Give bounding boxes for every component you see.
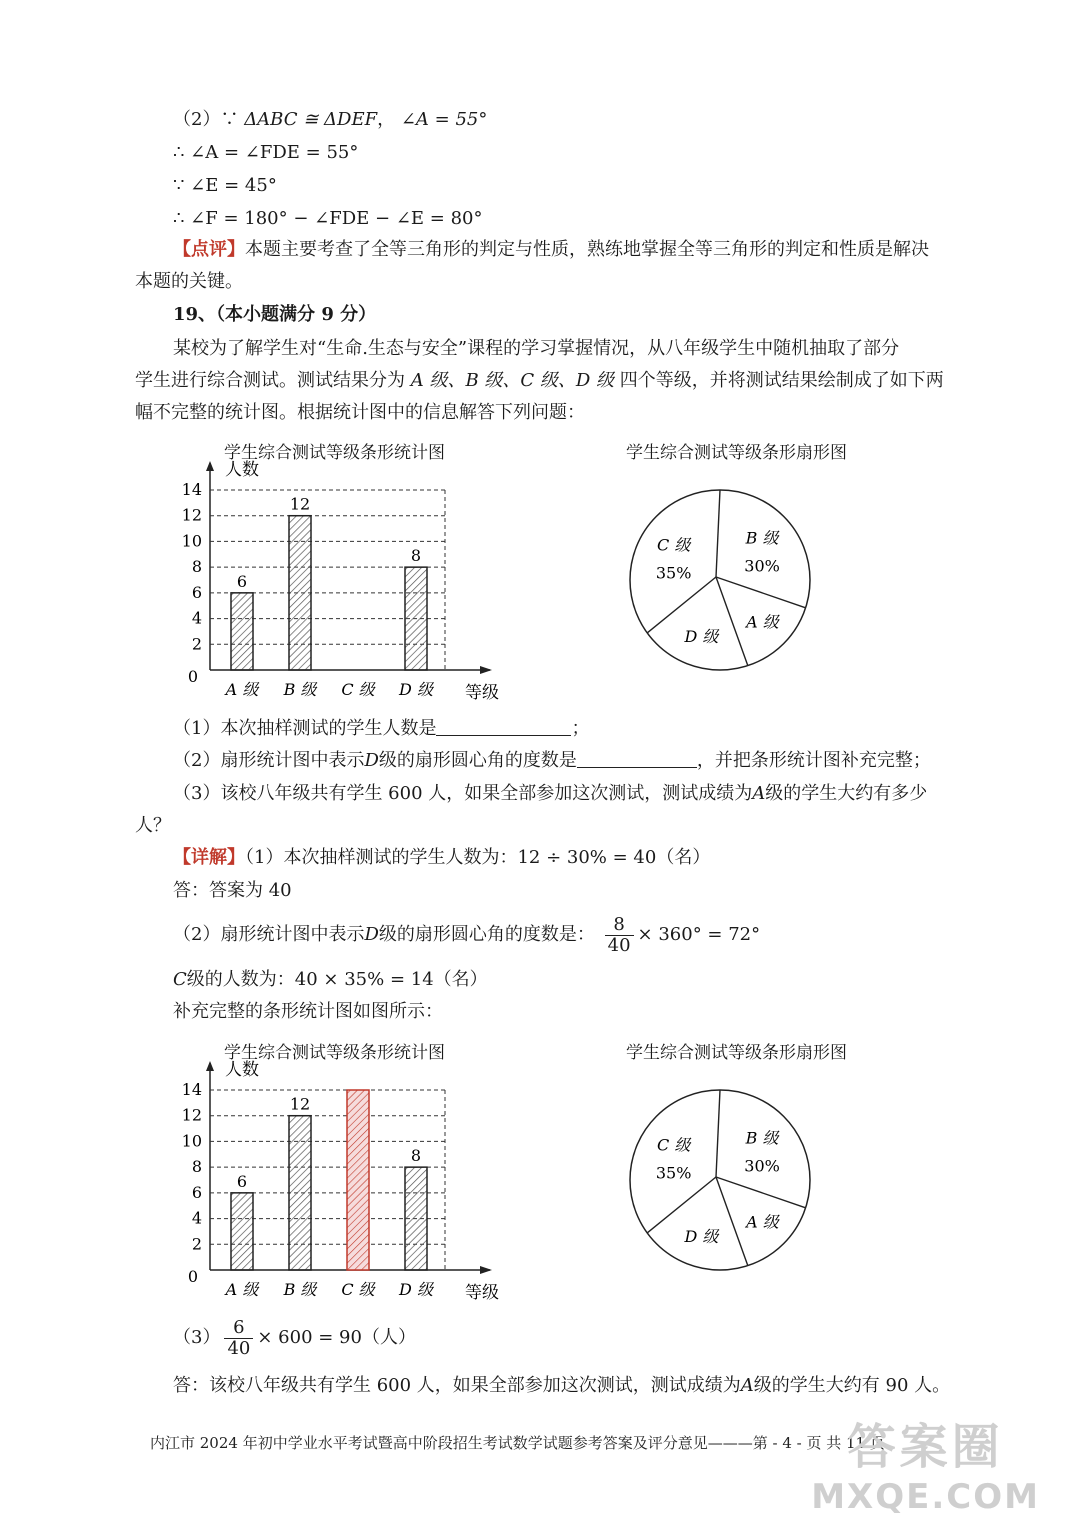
bar-4 — [405, 1167, 427, 1270]
pie-slice-label: C 级 — [656, 535, 691, 555]
solution-2-text-b: 级的扇形圆心角的度数是： — [378, 924, 595, 945]
solution-line-1 — [173, 846, 710, 870]
solution-1-expr: 12 ÷ 30% = 40 — [517, 847, 657, 868]
grade-d: D — [364, 924, 379, 945]
pie-slice-label: A 级 — [746, 612, 779, 632]
y-tick-label: 14 — [181, 480, 202, 499]
origin-label: 0 — [187, 667, 198, 686]
pie-slice-label: B 级 — [745, 1128, 779, 1148]
bar-chart-title-2: 学生综合测试等级条形统计图 — [224, 1043, 445, 1063]
bar-value-label: 8 — [410, 546, 422, 566]
sub-question-3 — [173, 782, 927, 806]
answer-3 — [173, 1374, 950, 1398]
grade-list: A 级、B 级、C 级、D 级 — [410, 370, 615, 391]
y-tick-label: 8 — [191, 1157, 202, 1177]
denominator: 40 — [607, 934, 631, 956]
comment-line-1 — [173, 238, 929, 262]
intro-text-end: 四个等级，并将测试结果绘制成了如下两 — [619, 370, 944, 391]
pie-slice-label: A 级 — [746, 1212, 779, 1232]
sub-question-1-end: ； — [571, 718, 590, 739]
sub-question-3-cont: 人？ — [135, 815, 171, 836]
grade-d: D — [364, 750, 379, 771]
pie-chart-title-1: 学生综合测试等级条形扇形图 — [626, 443, 847, 463]
x-axis-label: 等级 — [465, 1283, 499, 1303]
proof-line-1 — [173, 108, 487, 132]
c-count-expr: 40 × 35% = 14 — [294, 969, 434, 990]
y-tick-label: 14 — [181, 1080, 202, 1099]
bar-chart-1 — [180, 455, 510, 705]
solution-line-2 — [173, 913, 760, 957]
answer-blank-1 — [436, 717, 571, 736]
y-axis-label: 人数 — [225, 1060, 259, 1080]
numerator: 8 — [605, 915, 634, 936]
watermark-line-1: 答案圈 — [847, 1419, 1004, 1475]
grade-c: C — [173, 969, 187, 990]
intro-text: 学生进行综合测试。测试结果分为 — [135, 370, 405, 391]
answer-blank-2 — [577, 749, 697, 768]
x-category-label: B 级 — [283, 1280, 317, 1299]
sub-question-1-text: （1）本次抽样测试的学生人数是 — [173, 718, 437, 739]
pie-slice-percent: 35% — [655, 1163, 692, 1183]
pie-slice-label: B 级 — [745, 528, 779, 548]
question-intro-1: 某校为了解学生对“生命.生态与安全”课程的学习掌握情况，从八年级学生中随机抽取了部分 — [173, 338, 900, 359]
proof-line-4: ∴ ∠F = 180° − ∠FDE − ∠E = 80° — [173, 208, 483, 229]
x-axis-arrow — [480, 1266, 492, 1274]
solution-2-text: （2）扇形统计图中表示 — [173, 924, 365, 945]
comment-text: 本题主要考查了全等三角形的判定与性质，熟练地掌握全等三角形的判定和性质是解决 — [245, 239, 929, 260]
pie-slice-percent: 30% — [744, 1156, 780, 1176]
pie-chart-1 — [620, 485, 820, 675]
bar-hatch-overlay — [347, 1090, 369, 1270]
question-heading: 19、（本小题满分 9 分） — [173, 304, 377, 325]
pie-slice-label: C 级 — [656, 1135, 691, 1155]
pie-slice-percent: 30% — [744, 556, 780, 576]
x-category-label: D 级 — [399, 680, 433, 699]
x-category-label: A 级 — [225, 680, 259, 699]
y-axis-arrow — [206, 461, 214, 471]
page-footer: 内江市 2024 年初中学业水平考试暨高中阶段招生考试数学试题参考答案及评分意见———第 - 4 - 页 共 11 页 — [150, 1434, 885, 1452]
sub-question-3-text: （3）该校八年级共有学生 600 人，如果全部参加这次测试，测试成绩为 — [173, 783, 753, 804]
y-tick-label: 12 — [181, 1105, 202, 1125]
x-axis-label: 等级 — [465, 683, 499, 703]
y-tick-label: 10 — [181, 531, 202, 551]
solution-1-text: （1）本次抽样测试的学生人数为： — [245, 847, 518, 868]
origin-label: 0 — [187, 1267, 198, 1286]
bar-value-label: 8 — [410, 1146, 422, 1166]
proof-prefix: （2）∵ — [173, 109, 239, 130]
y-tick-label: 8 — [191, 557, 202, 577]
solution-tag: 【详解】 — [173, 847, 245, 868]
y-tick-label: 2 — [191, 1234, 202, 1254]
pie-chart-title-2: 学生综合测试等级条形扇形图 — [626, 1043, 847, 1063]
comment-tag: 【点评】 — [173, 239, 245, 260]
numerator: 6 — [224, 1318, 253, 1339]
c-count-unit: （名） — [433, 969, 488, 990]
answer-3-text-b: 级的学生大约有 90 人。 — [753, 1375, 951, 1396]
bar-4 — [405, 567, 427, 670]
answer-1: 答：答案为 40 — [173, 880, 292, 901]
comment-line-2: 本题的关键。 — [135, 271, 243, 292]
fraction-6-40 — [224, 1318, 253, 1359]
y-axis-label: 人数 — [225, 460, 259, 480]
solution-1-unit: （名） — [656, 847, 711, 868]
sub-question-2 — [173, 749, 931, 773]
bar-2 — [289, 1116, 311, 1270]
sub-question-2-text-c: ，并把条形统计图补充完整； — [696, 750, 931, 771]
y-tick-label: 4 — [191, 1208, 202, 1228]
pie-slice-label: D 级 — [684, 1227, 719, 1247]
y-axis-arrow — [206, 1061, 214, 1071]
y-tick-label: 12 — [181, 505, 202, 525]
grade-a: A — [740, 1375, 754, 1396]
denominator: 40 — [227, 1337, 251, 1359]
watermark-line-2: MXQE.COM — [811, 1477, 1040, 1517]
congruence-statement: ΔABC ≅ ΔDEF — [244, 109, 378, 130]
y-tick-label: 6 — [191, 582, 202, 602]
c-count-text: 级的人数为： — [186, 969, 295, 990]
sub-question-2-text-b: 级的扇形圆心角的度数是 — [378, 750, 577, 771]
solution-3-expr: × 600 = 90 — [257, 1327, 362, 1348]
question-intro-3: 幅不完整的统计图。根据统计图中的信息解答下列问题： — [135, 402, 585, 423]
solution-3-unit: （人） — [361, 1327, 416, 1348]
fraction-8-40 — [605, 915, 634, 956]
sub-question-3-text-b: 级的学生大约有多少 — [765, 783, 928, 804]
bar-chart-2 — [180, 1055, 510, 1305]
pie-slice-label: D 级 — [684, 627, 719, 647]
x-axis-arrow — [480, 666, 492, 674]
question-intro-2 — [135, 369, 944, 393]
x-category-label: C 级 — [341, 1280, 375, 1299]
x-category-label: B 级 — [283, 680, 317, 699]
bar-2 — [289, 516, 311, 670]
bar-value-label: 6 — [236, 571, 248, 591]
proof-line-3: ∵ ∠E = 45° — [173, 175, 277, 196]
sub-question-2-text: （2）扇形统计图中表示 — [173, 750, 365, 771]
bar-value-label: 6 — [236, 1171, 248, 1191]
bar-1 — [231, 1193, 253, 1270]
grade-a: A — [752, 783, 766, 804]
y-tick-label: 4 — [191, 608, 202, 628]
bar-chart-title-1: 学生综合测试等级条形统计图 — [224, 443, 445, 463]
pie-slice-percent: 35% — [655, 563, 692, 583]
answer-3-text: 答：该校八年级共有学生 600 人，如果全部参加这次测试，测试成绩为 — [173, 1375, 741, 1396]
proof-line-2: ∴ ∠A = ∠FDE = 55° — [173, 142, 359, 163]
solution-line-3 — [173, 1316, 416, 1360]
bar-value-label: 12 — [289, 1094, 311, 1114]
pie-chart-2 — [620, 1085, 820, 1275]
bar-value-label: 12 — [289, 494, 311, 514]
fill-note: 补充完整的条形统计图如图所示： — [173, 1001, 443, 1022]
separator: ， — [377, 109, 396, 130]
solution-2-expr: × 360° = 72° — [637, 924, 761, 945]
x-category-label: C 级 — [341, 680, 375, 699]
solution-3-prefix: （3） — [173, 1327, 221, 1348]
y-tick-label: 6 — [191, 1182, 202, 1202]
angle-a-statement: ∠A = 55° — [400, 109, 488, 130]
y-tick-label: 10 — [181, 1131, 202, 1151]
bar-1 — [231, 593, 253, 670]
sub-question-1 — [173, 717, 589, 741]
x-category-label: A 级 — [225, 1280, 259, 1299]
x-category-label: D 级 — [399, 1280, 433, 1299]
watermark-logo — [811, 1408, 1040, 1517]
y-tick-label: 2 — [191, 634, 202, 654]
c-count-line — [173, 968, 488, 992]
